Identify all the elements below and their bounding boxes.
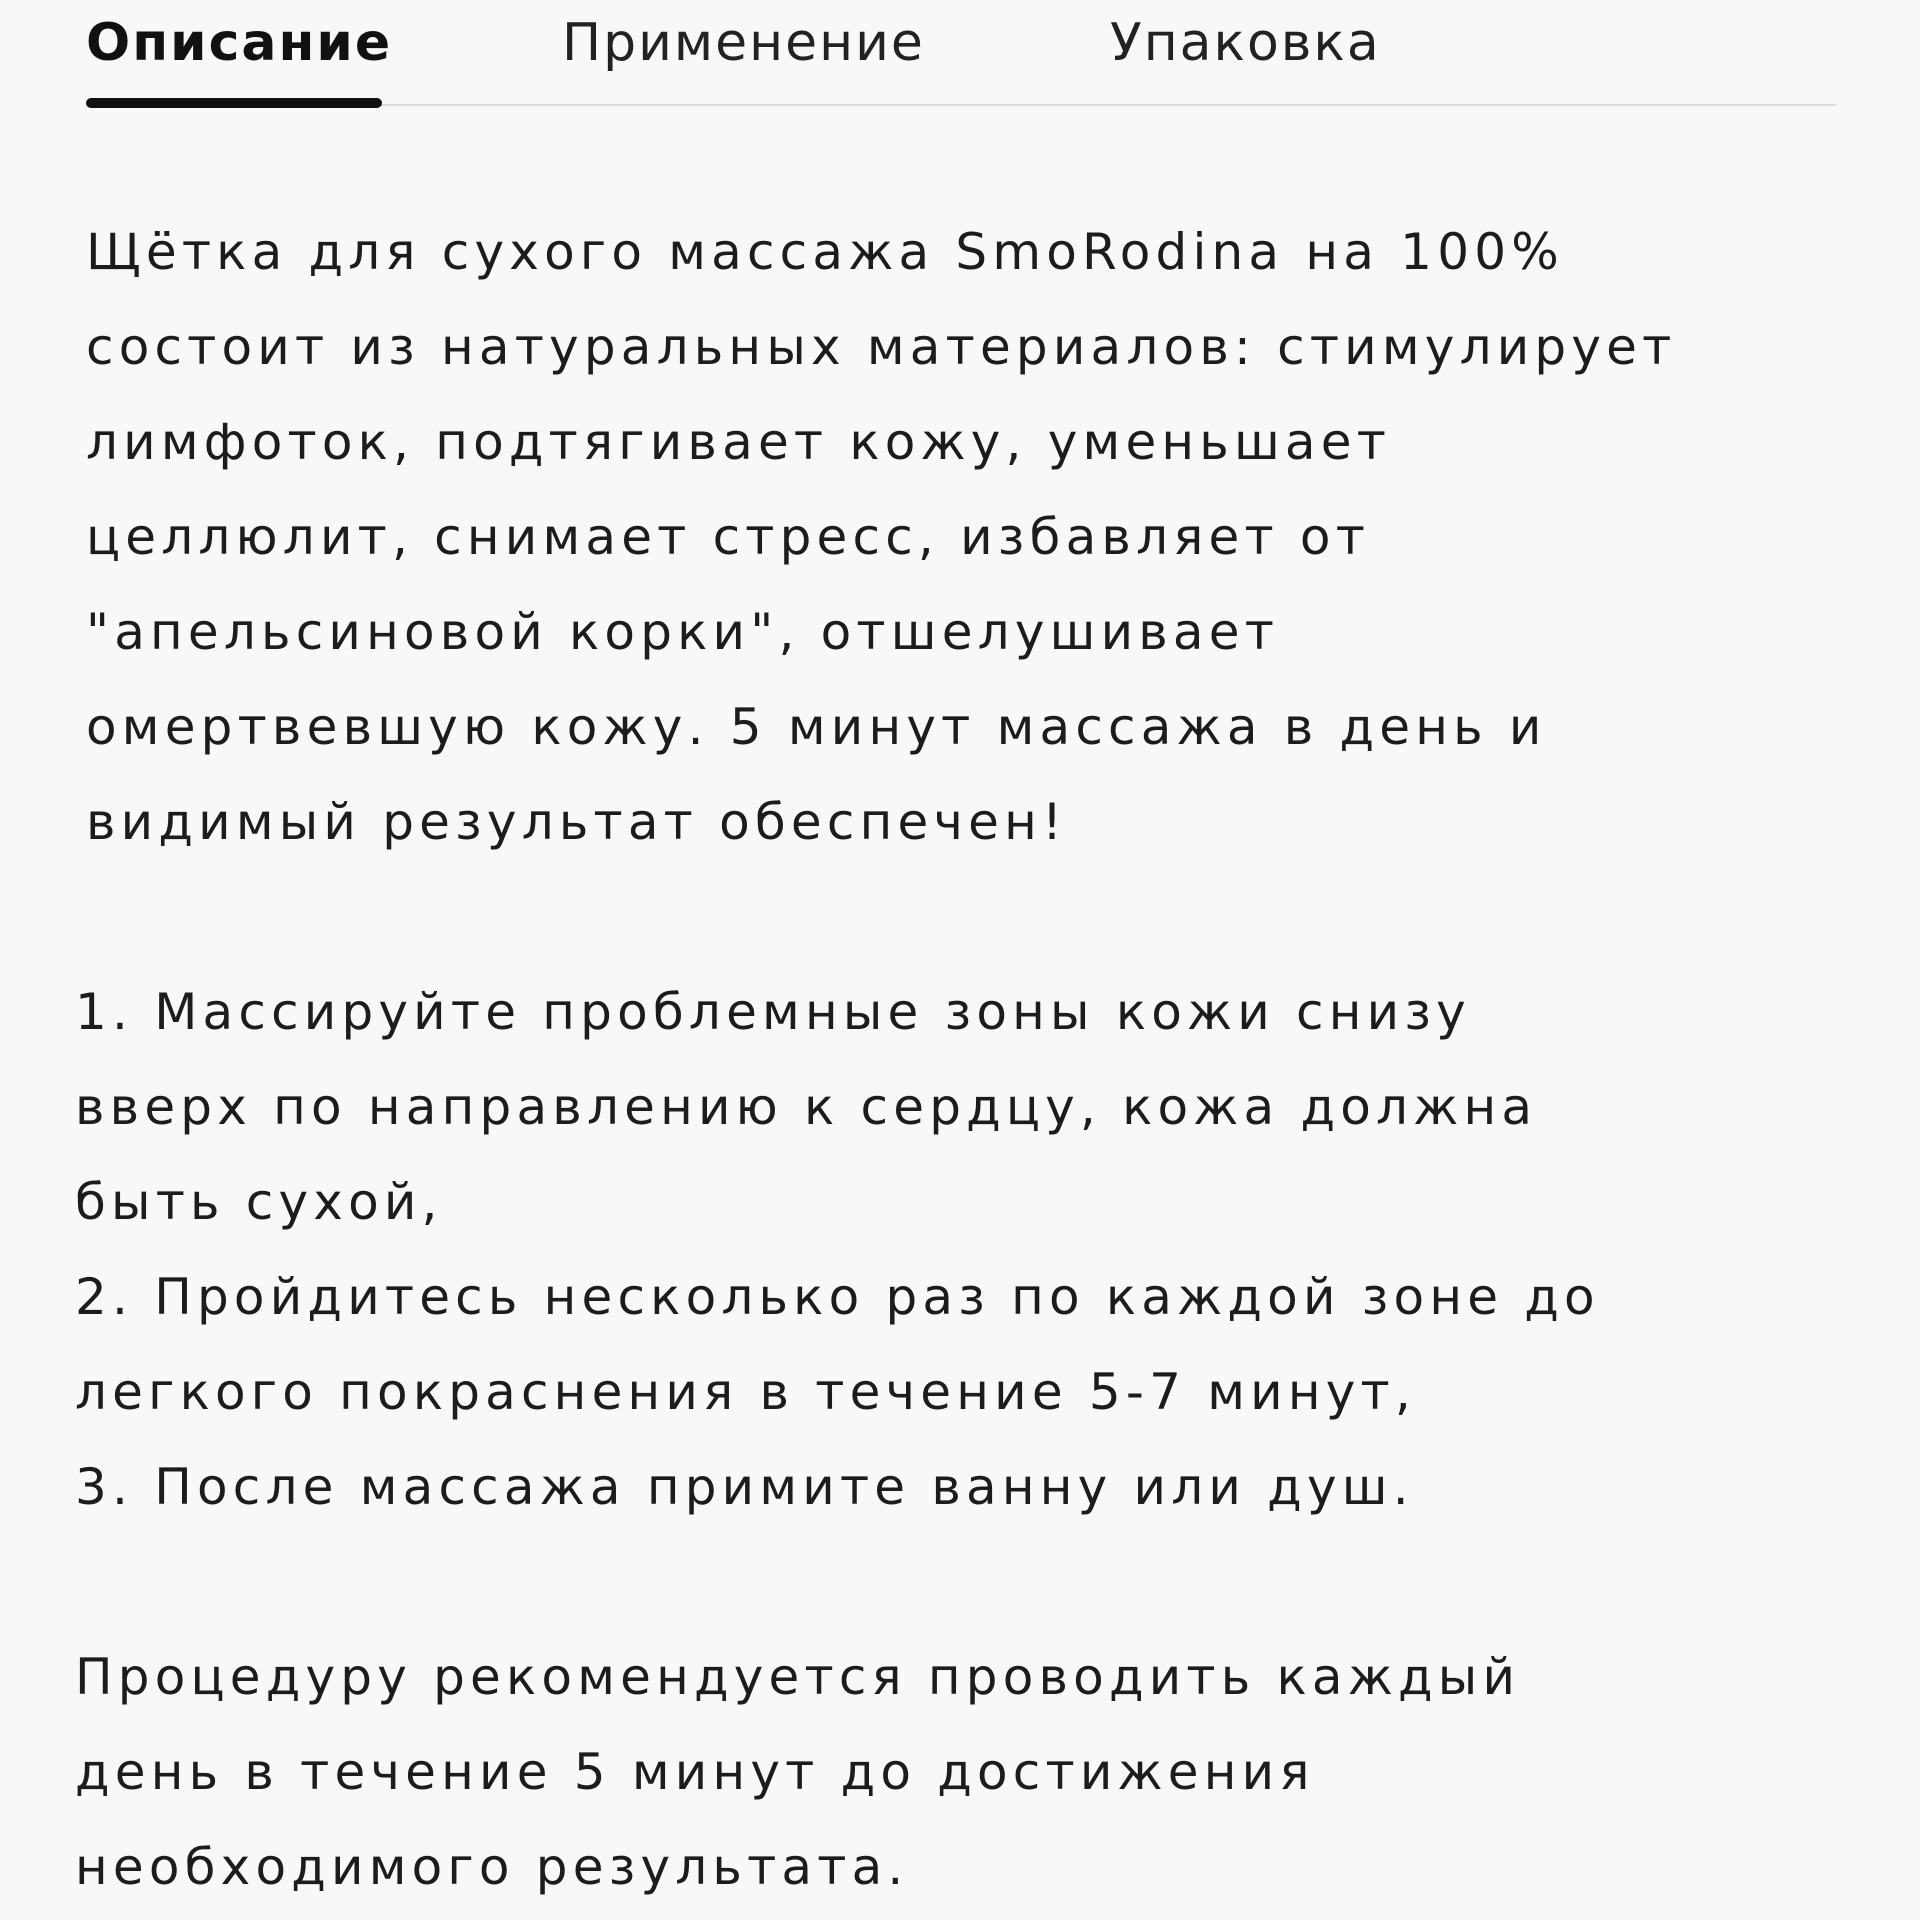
text-line: лимфоток, подтягивает кожу, уменьшает (86, 413, 1392, 471)
tab-usage[interactable] (562, 8, 925, 78)
tab-packaging[interactable] (1110, 8, 1381, 78)
text-line: видимый результат обеспечен! (86, 793, 1068, 851)
tab-description-label: Описание (86, 13, 393, 73)
text-line: легкого покраснения в течение 5-7 минут, (75, 1363, 1416, 1421)
tab-content (75, 205, 1846, 1915)
text-line: 2. Пройдитесь несколько раз по каждой зоне до (75, 1268, 1600, 1326)
text-line: "апельсиновой корки", отшелушивает (86, 603, 1280, 661)
tab-packaging-label: Упаковка (1110, 13, 1381, 73)
text-line: 1. Массируйте проблемные зоны кожи снизу (75, 983, 1471, 1041)
recommendation-text (75, 1630, 1846, 1915)
text-line: вверх по направлению к сердцу, кожа должна (75, 1078, 1538, 1136)
text-line: омертвевшую кожу. 5 минут массажа в день и (86, 698, 1547, 756)
text-line: необходимого результата. (75, 1838, 909, 1896)
description-text (86, 205, 1846, 870)
text-line: Щётка для сухого массажа SmoRodina на 100% (86, 223, 1564, 281)
active-tab-indicator (86, 98, 382, 108)
product-tabs (86, 0, 1836, 106)
usage-steps-text (75, 965, 1846, 1535)
tab-description[interactable] (86, 8, 392, 78)
text-line: Процедуру рекомендуется проводить каждый (75, 1648, 1521, 1706)
text-line: целлюлит, снимает стресс, избавляет от (86, 508, 1371, 566)
text-line: состоит из натуральных материалов: стимулирует (86, 318, 1677, 376)
tab-usage-label: Применение (562, 13, 925, 73)
text-line: 3. После массажа примите ванну или душ. (75, 1458, 1414, 1516)
text-line: быть сухой, (75, 1173, 443, 1231)
text-line: день в течение 5 минут до достижения (75, 1743, 1315, 1801)
